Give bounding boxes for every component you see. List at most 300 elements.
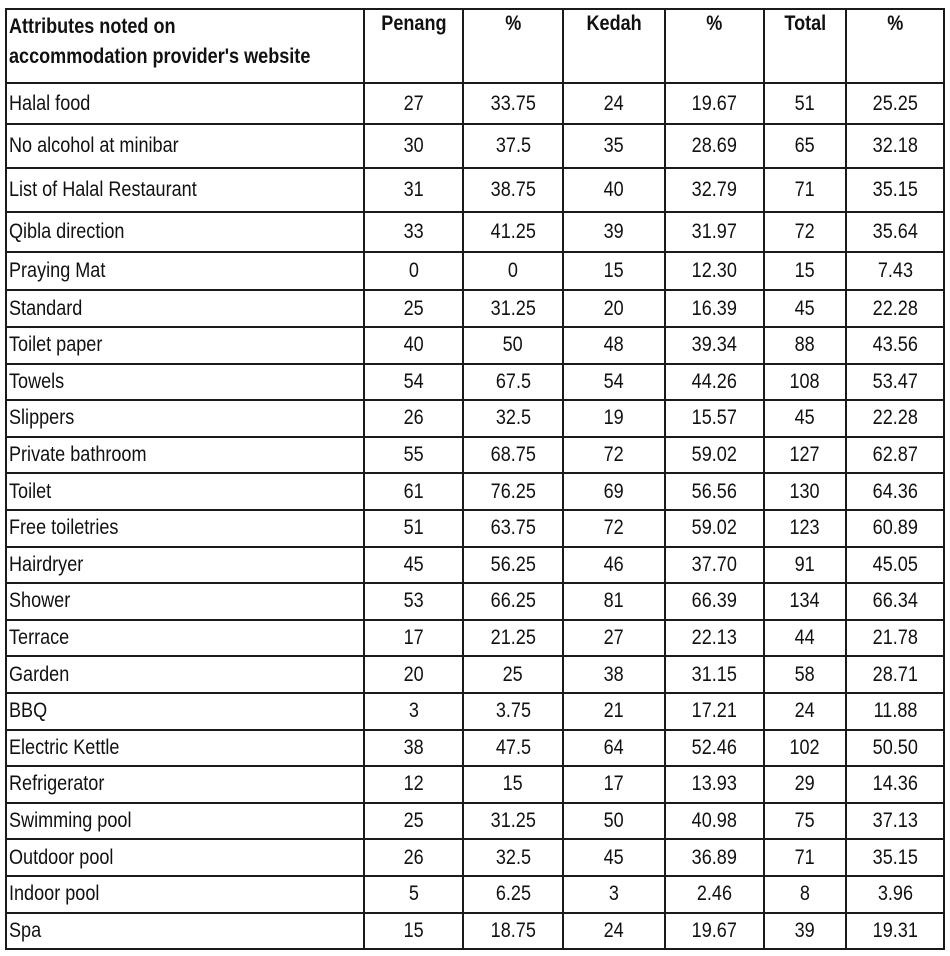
cell-text: List of Halal Restaurant [9, 178, 197, 201]
cell-total-percent [846, 656, 944, 693]
cell-text: 52.46 [691, 735, 738, 759]
cell-total [764, 212, 846, 252]
cell-text: 66.34 [872, 589, 918, 613]
cell-kedah [563, 803, 665, 840]
cell-text: 54 [403, 369, 424, 393]
cell-attribute [6, 656, 364, 693]
cell-kedah-percent [665, 547, 764, 584]
cell-text: Electric Kettle [9, 735, 120, 759]
cell-text: 24 [603, 91, 625, 115]
cell-total [764, 252, 846, 290]
cell-penang-percent [463, 327, 563, 364]
cell-text: 39 [794, 918, 816, 942]
cell-total [764, 510, 846, 547]
cell-kedah-percent [665, 400, 764, 437]
header-penang: Penang [364, 9, 463, 83]
cell-text: No alcohol at minibar [9, 134, 179, 157]
cell-text: 72 [603, 443, 625, 467]
cell-total-percent [846, 839, 944, 876]
cell-text: 53 [403, 589, 424, 613]
cell-text: 15 [403, 918, 424, 942]
cell-attribute [6, 803, 364, 840]
cell-penang [364, 212, 463, 252]
cell-text: 15.57 [691, 406, 738, 430]
cell-kedah-percent [665, 83, 764, 124]
cell-total [764, 290, 846, 327]
cell-total-percent [846, 730, 944, 767]
cell-text: 40 [403, 333, 424, 357]
cell-kedah-percent [665, 437, 764, 474]
cell-kedah [563, 693, 665, 730]
cell-text: Private bathroom [9, 443, 147, 467]
cell-text: 51 [794, 91, 816, 115]
header-attributes [6, 9, 364, 83]
cell-kedah [563, 547, 665, 584]
cell-penang [364, 290, 463, 327]
cell-text: 58 [794, 662, 816, 686]
cell-total [764, 437, 846, 474]
table-row [6, 803, 944, 840]
cell-penang-percent [463, 252, 563, 290]
cell-kedah-percent [665, 583, 764, 620]
cell-total-percent [846, 473, 944, 510]
cell-text: 47.5 [495, 735, 531, 759]
cell-total-percent [846, 437, 944, 474]
cell-attribute [6, 473, 364, 510]
cell-text: 25 [403, 809, 424, 833]
cell-text: 40 [603, 178, 625, 201]
cell-text: 35.64 [872, 220, 918, 243]
cell-kedah-percent [665, 327, 764, 364]
cell-text: 30 [403, 134, 424, 157]
cell-text: Towels [9, 369, 65, 393]
cell-penang-percent [463, 766, 563, 803]
cell-attribute [6, 547, 364, 584]
cell-text: 32.79 [691, 178, 738, 201]
cell-penang [364, 327, 463, 364]
cell-attribute [6, 839, 364, 876]
table-row [6, 510, 944, 547]
table-row [6, 730, 944, 767]
cell-total [764, 364, 846, 401]
cell-text: 44 [794, 626, 816, 650]
cell-penang-percent [463, 400, 563, 437]
cell-kedah-percent [665, 693, 764, 730]
cell-text: 37.13 [872, 809, 918, 833]
table-row [6, 693, 944, 730]
table-row [6, 290, 944, 327]
cell-penang [364, 547, 463, 584]
cell-kedah [563, 656, 665, 693]
cell-text: 45 [403, 552, 424, 576]
cell-text: 35.15 [872, 845, 918, 869]
cell-penang [364, 437, 463, 474]
table-row [6, 400, 944, 437]
cell-total [764, 327, 846, 364]
cell-text: 75 [794, 809, 816, 833]
cell-text: 26 [403, 406, 424, 430]
cell-total [764, 583, 846, 620]
cell-text: 31.15 [691, 662, 738, 686]
cell-kedah [563, 620, 665, 657]
cell-total-percent [846, 583, 944, 620]
cell-kedah-percent [665, 168, 764, 212]
cell-kedah-percent [665, 473, 764, 510]
cell-kedah [563, 168, 665, 212]
cell-total [764, 547, 846, 584]
table-row [6, 124, 944, 168]
cell-penang-percent [463, 364, 563, 401]
cell-text: 61 [403, 479, 424, 503]
cell-attribute [6, 327, 364, 364]
cell-kedah-percent [665, 913, 764, 950]
cell-kedah-percent [665, 212, 764, 252]
table-row [6, 620, 944, 657]
cell-kedah-percent [665, 730, 764, 767]
cell-kedah [563, 437, 665, 474]
cell-attribute [6, 168, 364, 212]
cell-text: 19.67 [691, 918, 738, 942]
cell-penang-percent [463, 168, 563, 212]
cell-kedah [563, 400, 665, 437]
cell-penang [364, 730, 463, 767]
cell-text: 38.75 [490, 178, 536, 201]
cell-text: 41.25 [490, 220, 536, 243]
cell-text: 71 [794, 178, 816, 201]
cell-text: Praying Mat [9, 259, 106, 282]
cell-text: 37.5 [495, 134, 531, 157]
cell-kedah-percent [665, 656, 764, 693]
cell-text: 28.71 [872, 662, 918, 686]
cell-text: 91 [794, 552, 816, 576]
cell-penang-percent [463, 510, 563, 547]
cell-total-percent [846, 212, 944, 252]
cell-kedah [563, 83, 665, 124]
cell-text: 31 [403, 178, 424, 201]
table-row [6, 473, 944, 510]
cell-text: 11.88 [873, 699, 917, 723]
cell-text: Refrigerator [9, 772, 105, 796]
cell-text: 3 [408, 699, 419, 723]
cell-text: Swimming pool [9, 809, 132, 833]
cell-penang-percent [463, 876, 563, 913]
cell-attribute [6, 252, 364, 290]
cell-text: 33.75 [490, 91, 536, 115]
cell-text: 39.34 [691, 333, 738, 357]
cell-text: Halal food [9, 91, 91, 115]
cell-total [764, 730, 846, 767]
table-row [6, 839, 944, 876]
cell-text: 72 [603, 516, 625, 540]
cell-attribute [6, 693, 364, 730]
cell-kedah [563, 876, 665, 913]
header-row [6, 9, 944, 83]
cell-total [764, 473, 846, 510]
cell-text: 81 [603, 589, 625, 613]
cell-total-percent [846, 913, 944, 950]
cell-text: 35 [603, 134, 625, 157]
table-row [6, 547, 944, 584]
table-row [6, 913, 944, 950]
cell-text: Toilet paper [9, 333, 103, 357]
cell-text: 8 [799, 882, 811, 906]
cell-text: 65 [794, 134, 816, 157]
cell-penang-percent [463, 913, 563, 950]
cell-text: 53.47 [872, 369, 918, 393]
cell-text: 130 [789, 479, 821, 503]
cell-text: Garden [9, 662, 70, 686]
cell-text: 50 [502, 333, 524, 357]
cell-penang [364, 583, 463, 620]
cell-penang [364, 252, 463, 290]
cell-text: Spa [9, 918, 42, 942]
cell-text: 36.89 [691, 845, 738, 869]
cell-text: 24 [603, 918, 625, 942]
cell-penang-percent [463, 212, 563, 252]
cell-penang [364, 364, 463, 401]
table-row [6, 212, 944, 252]
header-kedah-percent: % [665, 9, 764, 83]
table-row [6, 168, 944, 212]
cell-text: 25 [502, 662, 524, 686]
cell-penang-percent [463, 437, 563, 474]
cell-kedah [563, 510, 665, 547]
cell-text: 19 [603, 406, 625, 430]
cell-text: 17.21 [691, 699, 738, 723]
cell-text: 0 [408, 259, 419, 282]
cell-text: 45 [794, 296, 816, 320]
cell-attribute [6, 437, 364, 474]
cell-total [764, 876, 846, 913]
cell-text: 134 [789, 589, 821, 613]
cell-total [764, 83, 846, 124]
cell-text: 17 [603, 772, 625, 796]
cell-penang [364, 766, 463, 803]
cell-penang-percent [463, 839, 563, 876]
cell-text: 19.31 [872, 918, 918, 942]
table-row [6, 583, 944, 620]
cell-kedah [563, 124, 665, 168]
cell-penang-percent [463, 803, 563, 840]
cell-attribute [6, 876, 364, 913]
cell-text: 64.36 [872, 479, 918, 503]
cell-text: 35.15 [872, 178, 918, 201]
cell-total [764, 400, 846, 437]
header-line-2: accommodation provider's website [9, 45, 311, 68]
cell-penang-percent [463, 124, 563, 168]
table-row [6, 766, 944, 803]
cell-total-percent [846, 547, 944, 584]
cell-text: Terrace [9, 626, 70, 650]
cell-text: 5 [408, 882, 419, 906]
cell-kedah-percent [665, 364, 764, 401]
cell-attribute [6, 730, 364, 767]
cell-penang-percent [463, 83, 563, 124]
cell-text: 51 [403, 516, 424, 540]
cell-text: Toilet [9, 479, 52, 503]
cell-text: 43.56 [872, 333, 918, 357]
cell-total [764, 803, 846, 840]
cell-text: 21 [603, 699, 625, 723]
cell-penang [364, 124, 463, 168]
cell-text: 48 [603, 333, 625, 357]
cell-attribute [6, 83, 364, 124]
cell-total-percent [846, 400, 944, 437]
cell-penang [364, 656, 463, 693]
cell-text: 31.25 [490, 809, 536, 833]
cell-kedah [563, 290, 665, 327]
cell-penang [364, 913, 463, 950]
cell-text: 102 [789, 735, 821, 759]
cell-attribute [6, 766, 364, 803]
cell-text: 66.25 [490, 589, 536, 613]
cell-text: 46 [603, 552, 625, 576]
cell-text: 54 [603, 369, 625, 393]
cell-attribute [6, 583, 364, 620]
cell-kedah [563, 327, 665, 364]
cell-total-percent [846, 364, 944, 401]
cell-penang-percent [463, 656, 563, 693]
cell-text: 32.18 [872, 134, 918, 157]
cell-text: 76.25 [490, 479, 536, 503]
cell-text: 22.28 [872, 296, 918, 320]
cell-penang [364, 473, 463, 510]
cell-text: 12 [403, 772, 424, 796]
cell-text: 27 [403, 91, 424, 115]
cell-kedah [563, 212, 665, 252]
cell-attribute [6, 212, 364, 252]
cell-text: 72 [794, 220, 816, 243]
cell-total-percent [846, 620, 944, 657]
cell-text: 88 [794, 333, 816, 357]
cell-total [764, 124, 846, 168]
header-line-1: Attributes noted on [9, 15, 176, 38]
cell-text: 63.75 [490, 516, 536, 540]
cell-total [764, 693, 846, 730]
cell-text: 31.25 [490, 296, 536, 320]
cell-text: 32.5 [495, 845, 531, 869]
cell-text: 123 [789, 516, 821, 540]
cell-text: Shower [9, 589, 71, 613]
cell-text: 3 [608, 882, 620, 906]
cell-text: Free toiletries [9, 516, 119, 540]
cell-kedah [563, 839, 665, 876]
cell-text: 0 [507, 259, 519, 282]
cell-attribute [6, 510, 364, 547]
cell-penang [364, 693, 463, 730]
cell-text: 67.5 [495, 369, 531, 393]
cell-kedah [563, 364, 665, 401]
cell-total-percent [846, 168, 944, 212]
cell-text: 60.89 [872, 516, 918, 540]
cell-total [764, 913, 846, 950]
cell-text: 6.25 [495, 882, 531, 906]
cell-kedah-percent [665, 839, 764, 876]
cell-kedah-percent [665, 510, 764, 547]
cell-kedah [563, 252, 665, 290]
cell-penang-percent [463, 547, 563, 584]
header-total: Total [764, 9, 846, 83]
cell-text: 68.75 [490, 443, 536, 467]
cell-penang [364, 803, 463, 840]
cell-text: 69 [603, 479, 625, 503]
table-row [6, 327, 944, 364]
cell-text: 3.96 [877, 882, 913, 906]
cell-text: 32.5 [495, 406, 531, 430]
cell-kedah-percent [665, 124, 764, 168]
cell-penang [364, 400, 463, 437]
cell-total-percent [846, 803, 944, 840]
cell-text: 15 [794, 259, 816, 282]
cell-total-percent [846, 290, 944, 327]
cell-text: 37.70 [691, 552, 738, 576]
cell-total-percent [846, 876, 944, 913]
cell-text: 45.05 [872, 552, 918, 576]
cell-attribute [6, 364, 364, 401]
cell-text: 22.28 [872, 406, 918, 430]
cell-total-percent [846, 83, 944, 124]
cell-text: 15 [603, 259, 625, 282]
cell-text: 40.98 [691, 809, 738, 833]
table-row [6, 252, 944, 290]
cell-text: 25 [403, 296, 424, 320]
cell-text: 26 [403, 845, 424, 869]
cell-attribute [6, 400, 364, 437]
header-total-percent: % [846, 9, 944, 83]
cell-penang [364, 168, 463, 212]
cell-penang [364, 839, 463, 876]
cell-kedah [563, 473, 665, 510]
cell-text: 44.26 [691, 369, 738, 393]
cell-text: 15 [502, 772, 524, 796]
cell-text: 25.25 [872, 91, 918, 115]
cell-text: 18.75 [490, 918, 536, 942]
cell-kedah-percent [665, 803, 764, 840]
cell-text: 31.97 [691, 220, 738, 243]
cell-penang-percent [463, 730, 563, 767]
cell-text: 38 [603, 662, 625, 686]
cell-kedah-percent [665, 766, 764, 803]
cell-kedah-percent [665, 290, 764, 327]
cell-attribute [6, 290, 364, 327]
cell-text: 127 [789, 443, 821, 467]
cell-total-percent [846, 510, 944, 547]
cell-penang-percent [463, 693, 563, 730]
cell-text: 17 [403, 626, 424, 650]
cell-penang-percent [463, 583, 563, 620]
cell-kedah [563, 583, 665, 620]
cell-penang [364, 510, 463, 547]
cell-total [764, 620, 846, 657]
cell-text: 66.39 [691, 589, 738, 613]
cell-text: 2.46 [696, 882, 733, 906]
table-body [6, 83, 944, 949]
cell-text: 33 [403, 220, 424, 243]
cell-text: 13.93 [691, 772, 738, 796]
cell-text: 19.67 [691, 91, 738, 115]
cell-penang-percent [463, 620, 563, 657]
header-kedah: Kedah [563, 9, 665, 83]
table-row [6, 656, 944, 693]
cell-penang-percent [463, 290, 563, 327]
cell-text: 29 [794, 772, 816, 796]
cell-text: Indoor pool [9, 882, 100, 906]
header-penang-percent: % [463, 9, 563, 83]
cell-text: 39 [603, 220, 625, 243]
table-row [6, 83, 944, 124]
cell-text: 12.30 [691, 259, 738, 282]
cell-total [764, 168, 846, 212]
